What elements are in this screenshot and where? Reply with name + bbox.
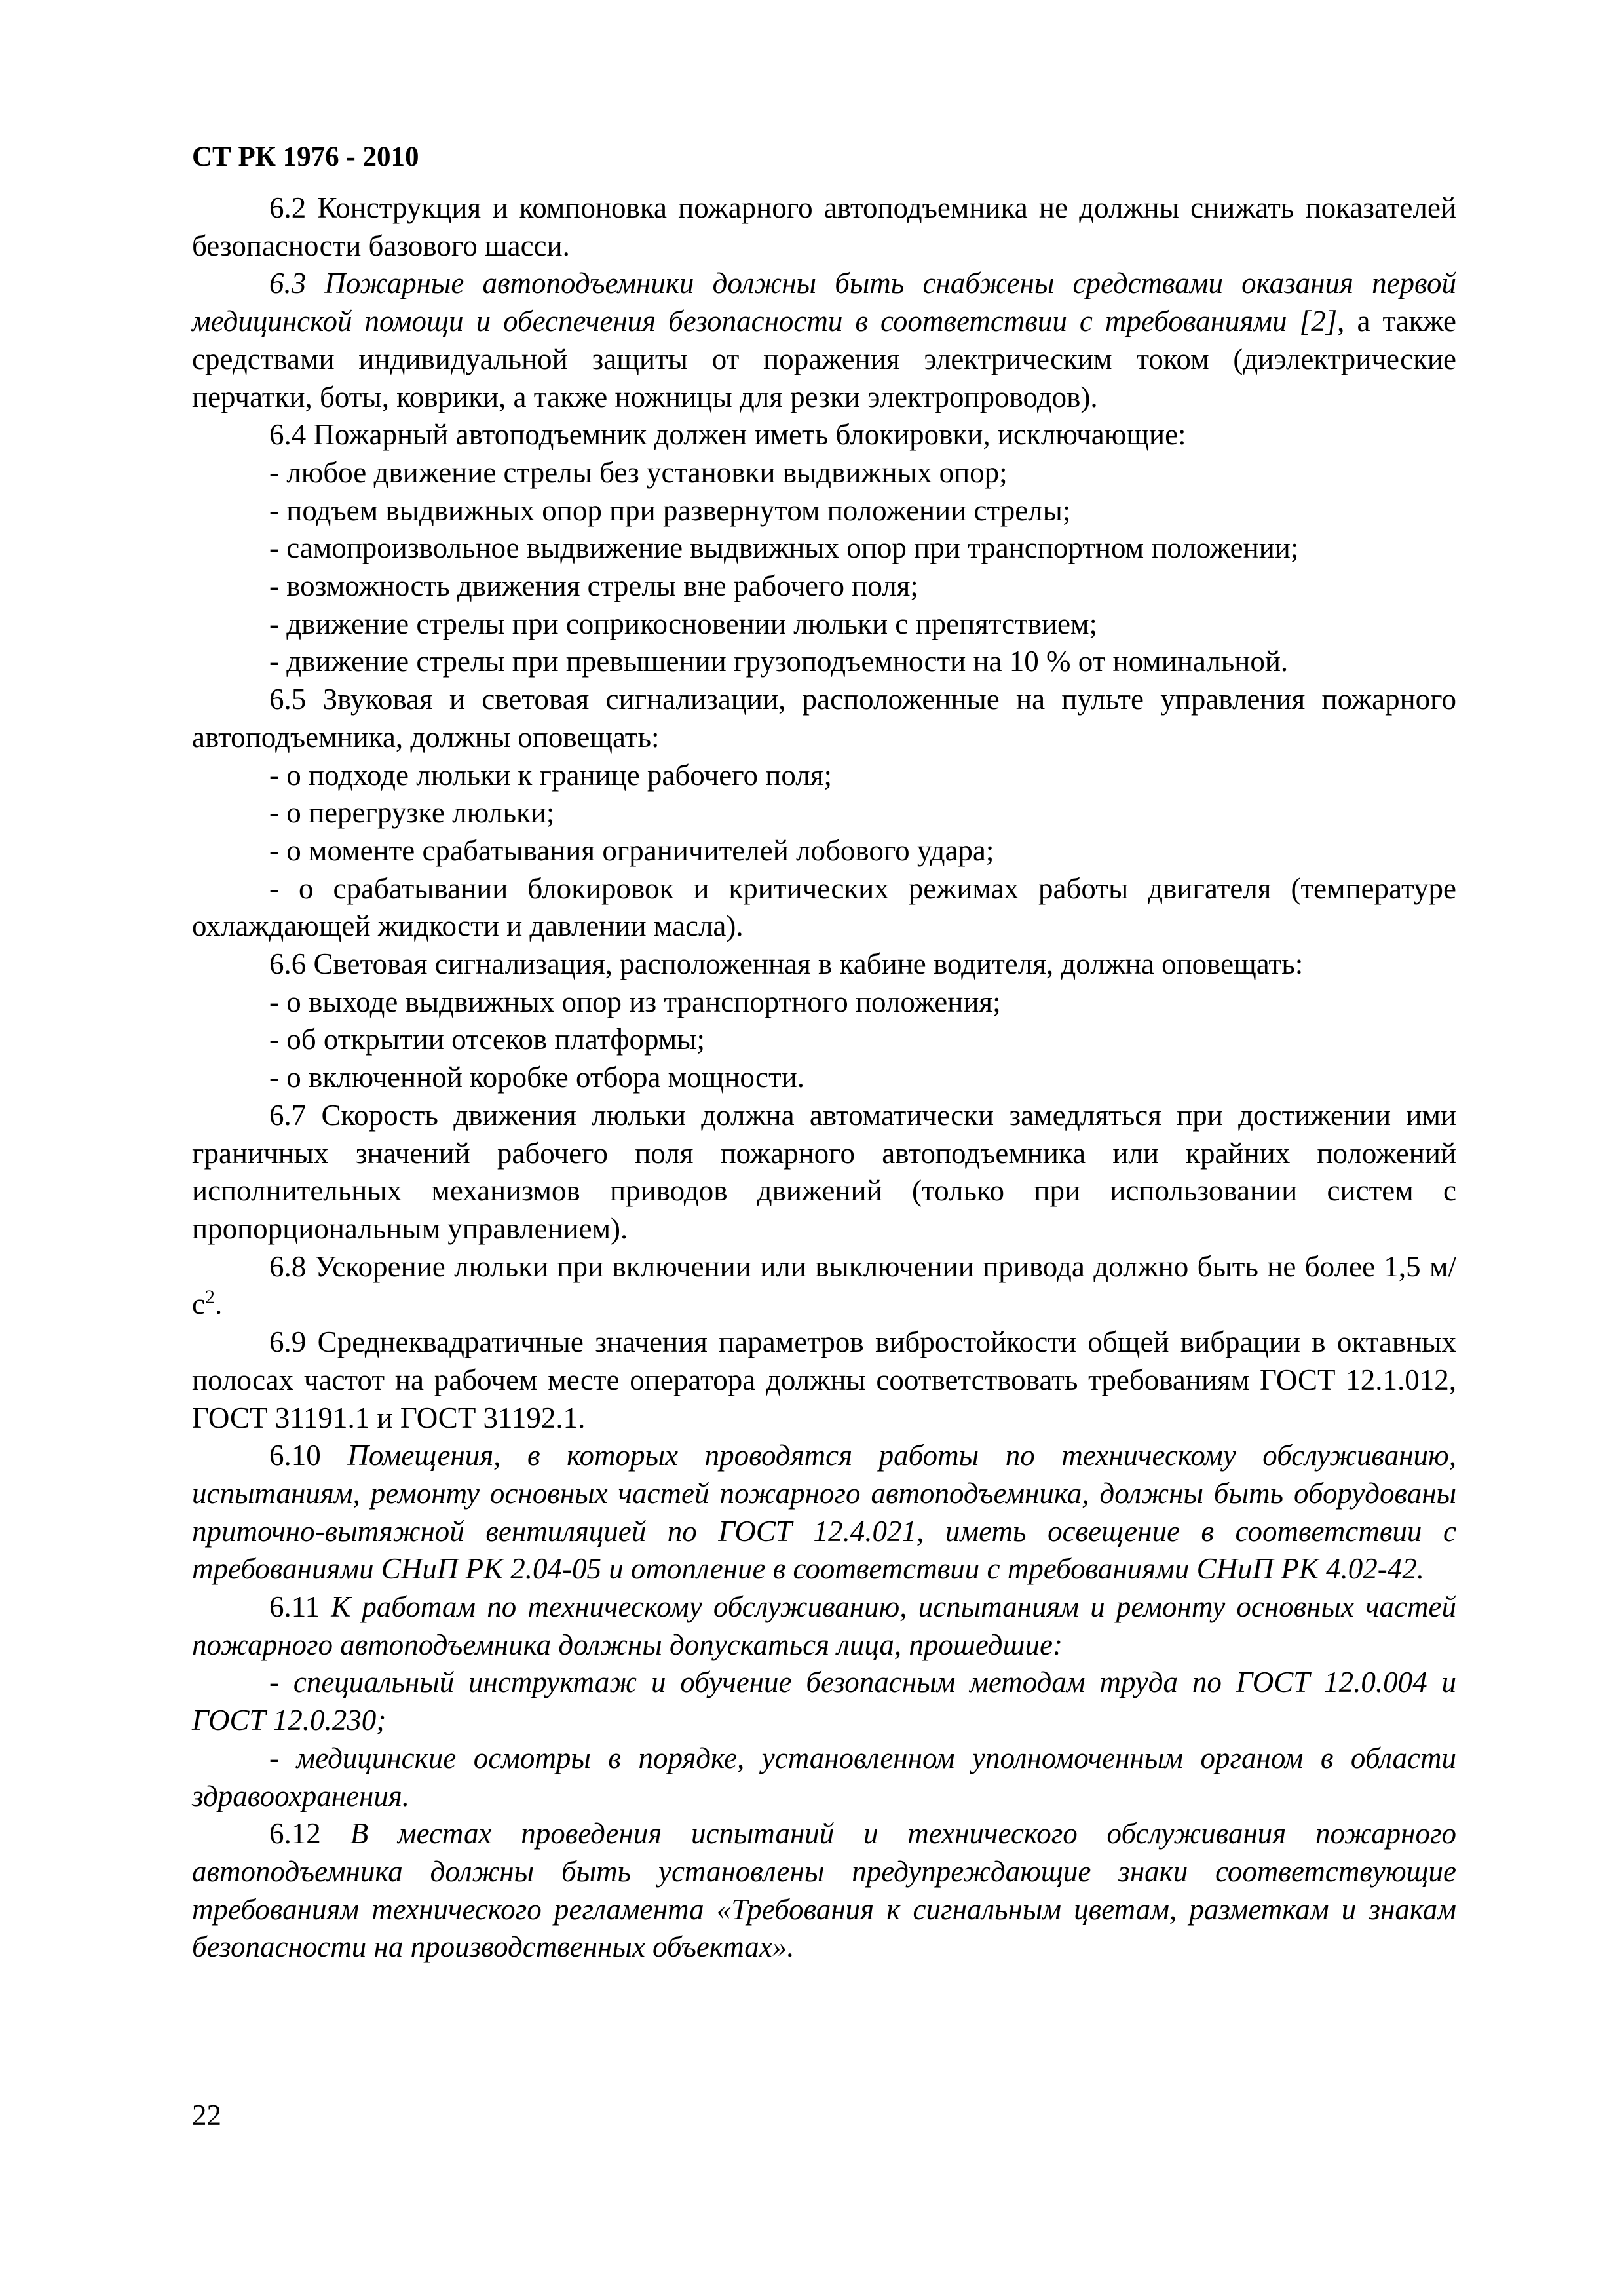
paragraph-6-12-number: 6.12 (269, 1817, 350, 1850)
list-item: - об открытии отсеков платформы; (269, 1023, 706, 1056)
paragraph-6-10-italic: Помещения, в которых проводятся работы по техническому обслуживанию, испытаниям, ремонту основных частей пожарного автоподъемника, должны быть оборудованы приточно-вытяжной вентиляцией по ГОСТ 12.4.021, иметь освещение в соответствии с требованиями СНиП РК 2.04-05 и отопление в соответствии с требованиями СНиП РК 4.02-42. (192, 1439, 1456, 1586)
list-item: - движение стрелы при соприкосновении люльки с препятствием; (269, 607, 1097, 640)
list-item: - о перегрузке люльки; (269, 796, 555, 830)
list-item: - самопроизвольное выдвижение выдвижных опор при транспортном положении; (269, 531, 1299, 565)
paragraph-6-8-end: . (214, 1288, 223, 1321)
page-number: 22 (192, 2099, 221, 2132)
paragraph-6-3-italic: 6.3 Пожарные автоподъемники должны быть снабжены средствами оказания первой медицинской помощи и обеспечения безопасности в соответствии с требованиями [2] (192, 267, 1456, 338)
paragraph-6-12 (192, 1815, 1456, 1966)
paragraph-6-11-number: 6.11 (269, 1590, 331, 1624)
list-item: - специальный инструктаж и обучение безопасным методам труда по ГОСТ 12.0.004 и ГОСТ 12.0.230; (192, 1666, 1456, 1737)
paragraph-6-3-rest: , а также средствами индивидуальной защиты от поражения электрическим током (диэлектрические перчатки, боты, коврики, а также ножницы для резки электропроводов). (192, 305, 1456, 413)
list-item: - движение стрелы при превышении грузоподъемности на 10 % от номинальной. (269, 645, 1289, 678)
paragraph-6-4-intro: 6.4 Пожарный автоподъемник должен иметь блокировки, исключающие: (269, 418, 1186, 451)
paragraph-6-6-intro: 6.6 Световая сигнализация, расположенная в кабине водителя, должна оповещать: (269, 947, 1304, 981)
list-item: - о срабатывании блокировок и критических режимах работы двигателя (температуре охлаждающей жидкости и давлении масла). (192, 871, 1456, 943)
paragraph-6-11 (192, 1588, 1456, 1664)
paragraph-6-3 (192, 265, 1456, 416)
paragraph-6-11-italic: К работам по техническому обслуживанию, испытаниям и ремонту основных частей пожарного автоподъемника должны допускаться лица, прошедшие: (192, 1590, 1456, 1661)
paragraph-6-7: 6.7 Скорость движения люльки должна автоматически замедляться при достижении ими граничных значений рабочего поля пожарного автоподъемника или крайних положений исполнительных механизмов приводов движений (только при использовании систем с пропорциональным управлением). (192, 1098, 1456, 1245)
paragraph-6-2: 6.2 Конструкция и компоновка пожарного автоподъемника не должны снижать показателей безопасности базового шасси. (192, 191, 1456, 262)
list-item: - медицинские осмотры в порядке, установленном уполномоченным органом в области здравоохранения. (192, 1741, 1456, 1812)
list-item: - любое движение стрелы без установки выдвижных опор; (269, 455, 1008, 489)
list-item: - возможность движения стрелы вне рабочего поля; (269, 569, 918, 603)
paragraph-6-5-intro: 6.5 Звуковая и световая сигнализации, расположенные на пульте управления пожарного автоподъемника, должны оповещать: (192, 683, 1456, 754)
paragraph-6-8 (192, 1248, 1456, 1324)
paragraph-6-12-italic: В местах проведения испытаний и технического обслуживания пожарного автоподъемника должны быть установлены предупреждающие знаки соответствующие требованиям технического регламента «Требования к сигнальным цветам, разметкам и знакам безопасности на производственных объектах». (192, 1817, 1457, 1964)
list-item: - о моменте срабатывания ограничителей лобового удара; (269, 833, 994, 867)
document-body (192, 189, 1456, 1966)
list-item: - о подходе люльки к границе рабочего поля; (269, 758, 832, 792)
list-item: - подъем выдвижных опор при развернутом положении стрелы; (269, 493, 1071, 527)
paragraph-6-8-text: 6.8 Ускорение люльки при включении или выключении привода должно быть не более 1,5 м/с (192, 1250, 1456, 1321)
list-item: - о включенной коробке отбора мощности. (269, 1061, 804, 1094)
paragraph-6-9: 6.9 Среднеквадратичные значения параметров вибростойкости общей вибрации в октавных полосах частот на рабочем месте оператора должны соответствовать требованиям ГОСТ 12.1.012, ГОСТ 31191.1 и ГОСТ 31192.1. (192, 1326, 1456, 1434)
paragraph-6-10-number: 6.10 (269, 1439, 348, 1472)
paragraph-6-10 (192, 1437, 1456, 1588)
superscript: 2 (204, 1286, 215, 1309)
list-item: - о выходе выдвижных опор из транспортного положения; (269, 985, 1001, 1018)
document-id-header: СТ РК 1976 - 2010 (192, 142, 419, 172)
